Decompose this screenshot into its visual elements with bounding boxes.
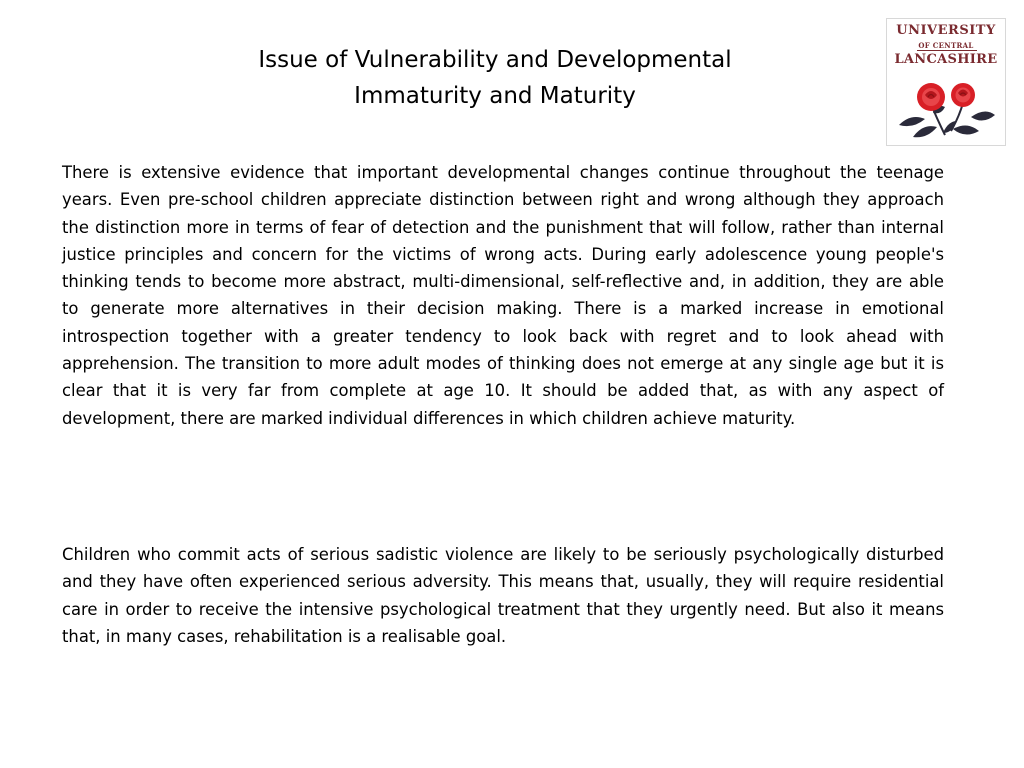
university-logo (886, 18, 1006, 146)
rose-left (917, 83, 945, 111)
rose-right (951, 83, 975, 107)
logo-university-text: UNIVERSITY (896, 23, 996, 38)
slide-title (150, 42, 840, 114)
rose-leaves (899, 89, 995, 137)
slide-title-line-2: Immaturity and Maturity (354, 83, 636, 109)
paragraph-developmental-changes: There is extensive evidence that important developmental changes continue throughout the teenage years. Even pre-school children appreciate distinction between right and wrong although they approach the distinction more in terms of fear of detection and the punishment that will follow, rather than internal justice principles and concern for the victims of wrong acts. During early adolescence young people's thinking tends to become more abstract, multi-dimensional, self-reflective and, in addition, they are able to generate more alternatives in their decision making. There is a marked increase in emotional introspection together with a greater tendency to look back with regret and to look ahead with apprehension. The transition to more adult modes of thinking does not emerge at any single age but it is clear that it is very far from complete at age 10. It should be added that, as with any aspect of development, there are marked individual differences in which children achieve maturity. (62, 163, 944, 428)
logo-rule (917, 50, 977, 51)
rose-emblem-icon (893, 73, 999, 141)
slide-title-line-1: Issue of Vulnerability and Developmental (258, 47, 732, 73)
logo-lancashire-text: LANCASHIRE (894, 52, 998, 67)
paragraph-sadistic-violence: Children who commit acts of serious sadistic violence are likely to be seriously psychologically disturbed and they have often experienced serious adversity. This means that, usually, they will require residential care in order to receive the intensive psychological treatment that they urgently need. But also it means that, in many cases, rehabilitation is a realisable goal. (62, 545, 944, 646)
logo-of-central-text: OF CENTRAL (918, 41, 974, 50)
